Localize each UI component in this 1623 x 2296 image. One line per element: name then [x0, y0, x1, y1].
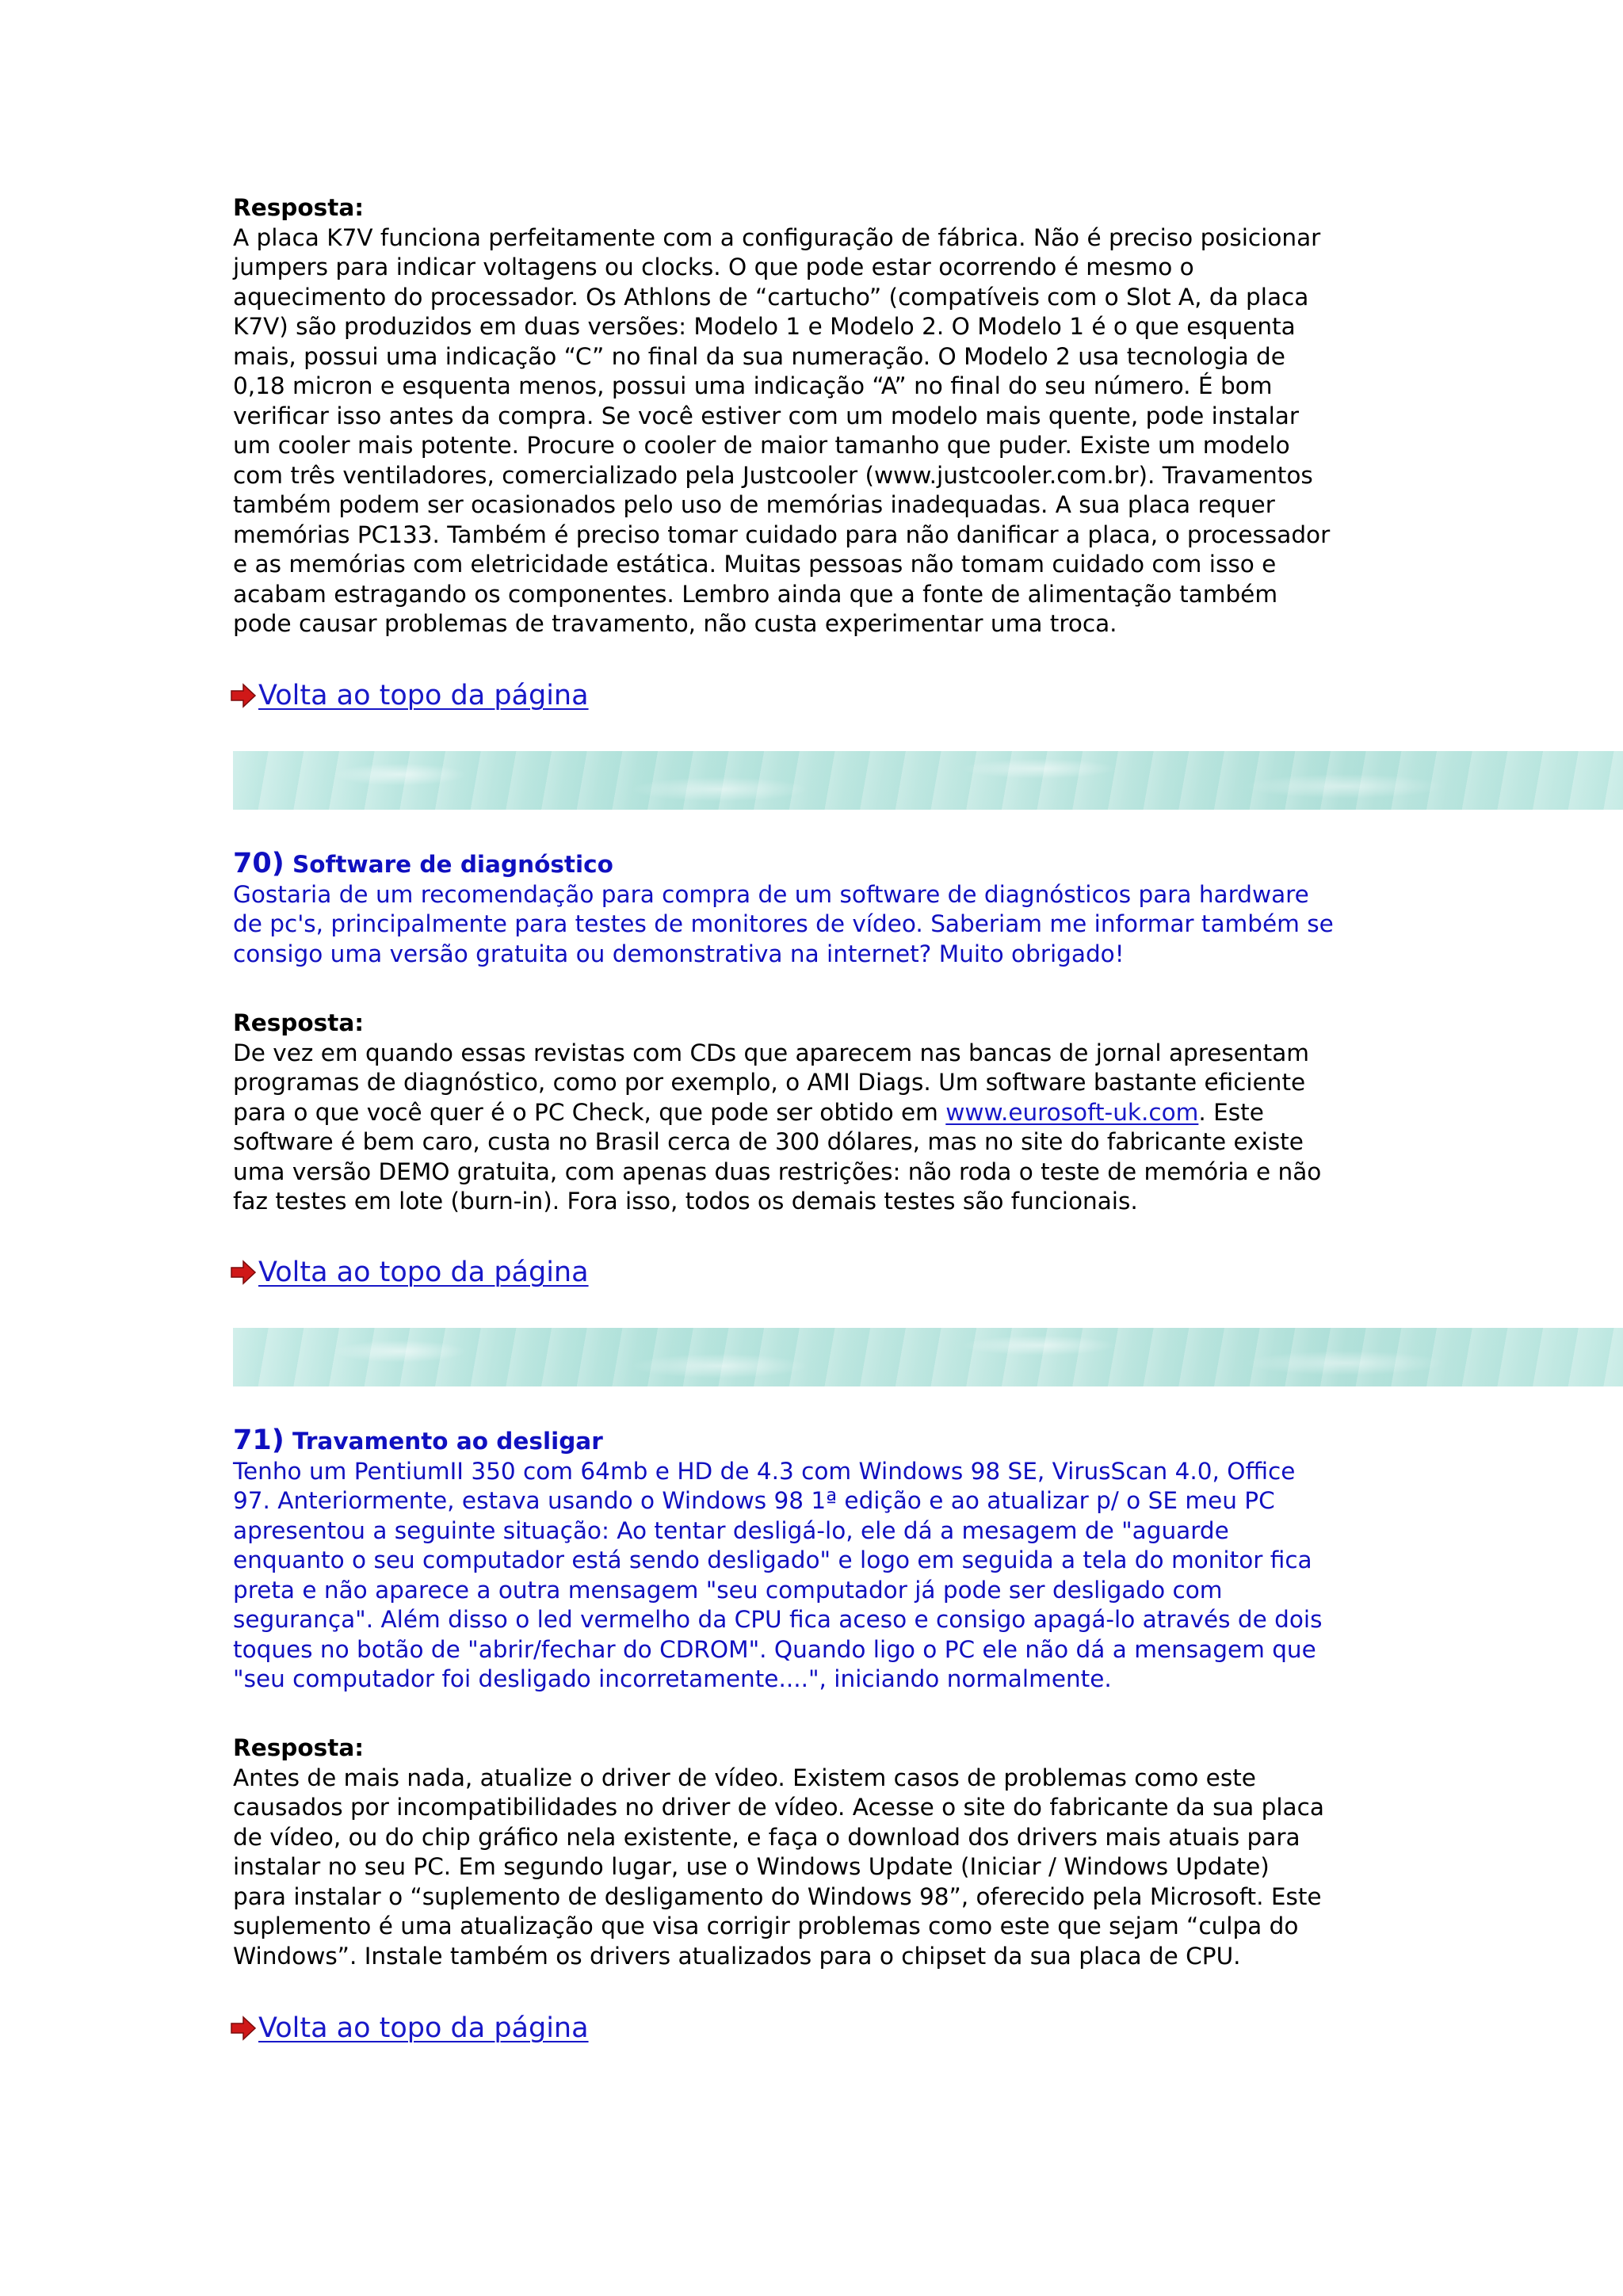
back-to-top-link-1[interactable]	[230, 680, 589, 711]
answer-text	[233, 223, 1406, 639]
answer-block-70	[233, 1009, 1406, 1217]
answer-line: suplemento é uma atualização que visa corrigir problemas como este que sejam “culpa do	[233, 1913, 1299, 1939]
answer-label: Resposta:	[233, 194, 365, 221]
answer-line: instalar no seu PC. Em segundo lugar, use o Windows Update (Iniciar / Windows Update)	[233, 1853, 1270, 1880]
answer-line: pode causar problemas de travamento, não custa experimentar uma troca.	[233, 610, 1117, 637]
question-line: de pc's, principalmente para testes de monitores de vídeo. Saberiam me informar também se	[233, 910, 1334, 937]
answer-line: para instalar o “suplemento de desligamento do Windows 98”, oferecido pela Microsoft. Este	[233, 1882, 1322, 1910]
answer-text	[233, 1764, 1406, 1972]
answer-block-71	[233, 1733, 1406, 1971]
answer-block-k7v	[233, 193, 1406, 639]
answer-line: memórias PC133. Também é preciso tomar cuidado para não danificar a placa, o processador	[233, 521, 1331, 548]
answer-line: e as memórias com eletricidade estática. Muitas pessoas não tomam cuidado com isso e	[233, 551, 1277, 578]
answer-line: De vez em quando essas revistas com CDs que aparecem nas bancas de jornal apresentam	[233, 1039, 1310, 1066]
question-line: Gostaria de um recomendação para compra de um software de diagnósticos para hardware	[233, 880, 1309, 908]
question-title: Travamento ao desligar	[292, 1428, 603, 1455]
question-title: Software de diagnóstico	[292, 851, 613, 878]
answer-line: Antes de mais nada, atualize o driver de vídeo. Existem casos de problemas como este	[233, 1764, 1256, 1791]
question-text	[233, 880, 1406, 970]
red-arrow-icon	[230, 683, 257, 708]
back-to-top-label[interactable]: Volta ao topo da página	[258, 2012, 589, 2044]
back-to-top-link-3[interactable]	[230, 2012, 589, 2044]
question-line: apresentou a seguinte situação: Ao tentar desligá-lo, ele dá a mesagem de "aguarde	[233, 1516, 1229, 1544]
answer-line: A placa K7V funciona perfeitamente com a configuração de fábrica. Não é preciso posicionar	[233, 223, 1321, 251]
question-line: preta e não aparece a outra mensagem "seu computador já pode ser desligado com	[233, 1576, 1223, 1604]
answer-line: uma versão DEMO gratuita, com apenas duas restrições: não roda o teste de memória e não	[233, 1158, 1322, 1185]
answer-line: também podem ser ocasionados pelo uso de memórias inadequadas. A sua placa requer	[233, 491, 1275, 518]
answer-line: faz testes em lote (burn-in). Fora isso, todos os demais testes são funcionais.	[233, 1188, 1138, 1215]
question-line: consigo uma versão gratuita ou demonstrativa na internet? Muito obrigado!	[233, 940, 1125, 967]
section-divider-band	[233, 751, 1623, 810]
question-line: enquanto o seu computador está sendo desligado" e logo em seguida a tela do monitor fica	[233, 1547, 1312, 1573]
question-line: segurança". Além disso o led vermelho da CPU fica aceso e consigo apagá-lo através de dois	[233, 1606, 1323, 1633]
back-to-top-link-2[interactable]	[230, 1257, 589, 1288]
answer-line: aquecimento do processador. Os Athlons de “cartucho” (compatíveis com o Slot A, da placa	[233, 283, 1309, 311]
answer-label: Resposta:	[233, 1734, 365, 1761]
question-heading	[233, 849, 1406, 880]
answer-line: causados por incompatibilidades no driver de vídeo. Acesse o site do fabricante da sua placa	[233, 1794, 1324, 1821]
red-arrow-icon	[230, 2016, 257, 2041]
question-number: 70)	[233, 848, 285, 879]
answer-line: jumpers para indicar voltagens ou clocks. O que pode estar ocorrendo é mesmo o	[233, 254, 1194, 280]
answer-line: Windows”. Instale também os drivers atualizados para o chipset da sua placa de CPU.	[233, 1942, 1241, 1970]
question-line: 97. Anteriormente, estava usando o Windows 98 1ª edição e ao atualizar p/ o SE meu PC	[233, 1487, 1275, 1514]
answer-line: acabam estragando os componentes. Lembro ainda que a fonte de alimentação também	[233, 580, 1278, 608]
back-to-top-label[interactable]: Volta ao topo da página	[258, 1257, 589, 1288]
question-line: "seu computador foi desligado incorretamente....", iniciando normalmente.	[233, 1665, 1112, 1692]
answer-line: mais, possui uma indicação “C” no final da sua numeração. O Modelo 2 usa tecnologia de	[233, 342, 1285, 370]
answer-line: um cooler mais potente. Procure o cooler de maior tamanho que puder. Existe um modelo	[233, 432, 1290, 459]
answer-line: K7V) são produzidos em duas versões: Modelo 1 e Modelo 2. O Modelo 1 é o que esquenta	[233, 313, 1296, 340]
answer-text	[233, 1039, 1406, 1217]
answer-line: software é bem caro, custa no Brasil cerca de 300 dólares, mas no site do fabricante existe	[233, 1128, 1304, 1155]
answer-line-text: . Este	[1198, 1098, 1264, 1126]
answer-line: 0,18 micron e esquenta menos, possui uma indicação “A” no final do seu número. É bom	[233, 372, 1273, 399]
question-number: 71)	[233, 1425, 285, 1456]
answer-line	[233, 1098, 1406, 1128]
eurosoft-link[interactable]: www.eurosoft-uk.com	[945, 1098, 1199, 1126]
back-to-top-label[interactable]: Volta ao topo da página	[258, 680, 589, 711]
answer-label: Resposta:	[233, 1009, 365, 1036]
question-block-70	[233, 849, 1406, 969]
answer-line: verificar isso antes da compra. Se você estiver com um modelo mais quente, pode instalar	[233, 402, 1299, 429]
question-heading	[233, 1426, 1406, 1457]
answer-line-text: para o que você quer é o PC Check, que pode ser obtido em	[233, 1098, 946, 1126]
question-block-71	[233, 1426, 1406, 1695]
question-line: Tenho um PentiumII 350 com 64mb e HD de 4.3 com Windows 98 SE, VirusScan 4.0, Office	[233, 1457, 1296, 1485]
question-text	[233, 1457, 1406, 1695]
red-arrow-icon	[230, 1260, 257, 1285]
section-divider-band	[233, 1328, 1623, 1386]
answer-line: com três ventiladores, comercializado pela Justcooler (www.justcooler.com.br). Travamentos	[233, 461, 1313, 489]
answer-line: de vídeo, ou do chip gráfico nela existente, e faça o download dos drivers mais atuais para	[233, 1823, 1300, 1851]
answer-line: programas de diagnóstico, como por exemplo, o AMI Diags. Um software bastante eficiente	[233, 1069, 1306, 1096]
question-line: toques no botão de "abrir/fechar do CDROM". Quando ligo o PC ele não dá a mensagem que	[233, 1635, 1316, 1663]
